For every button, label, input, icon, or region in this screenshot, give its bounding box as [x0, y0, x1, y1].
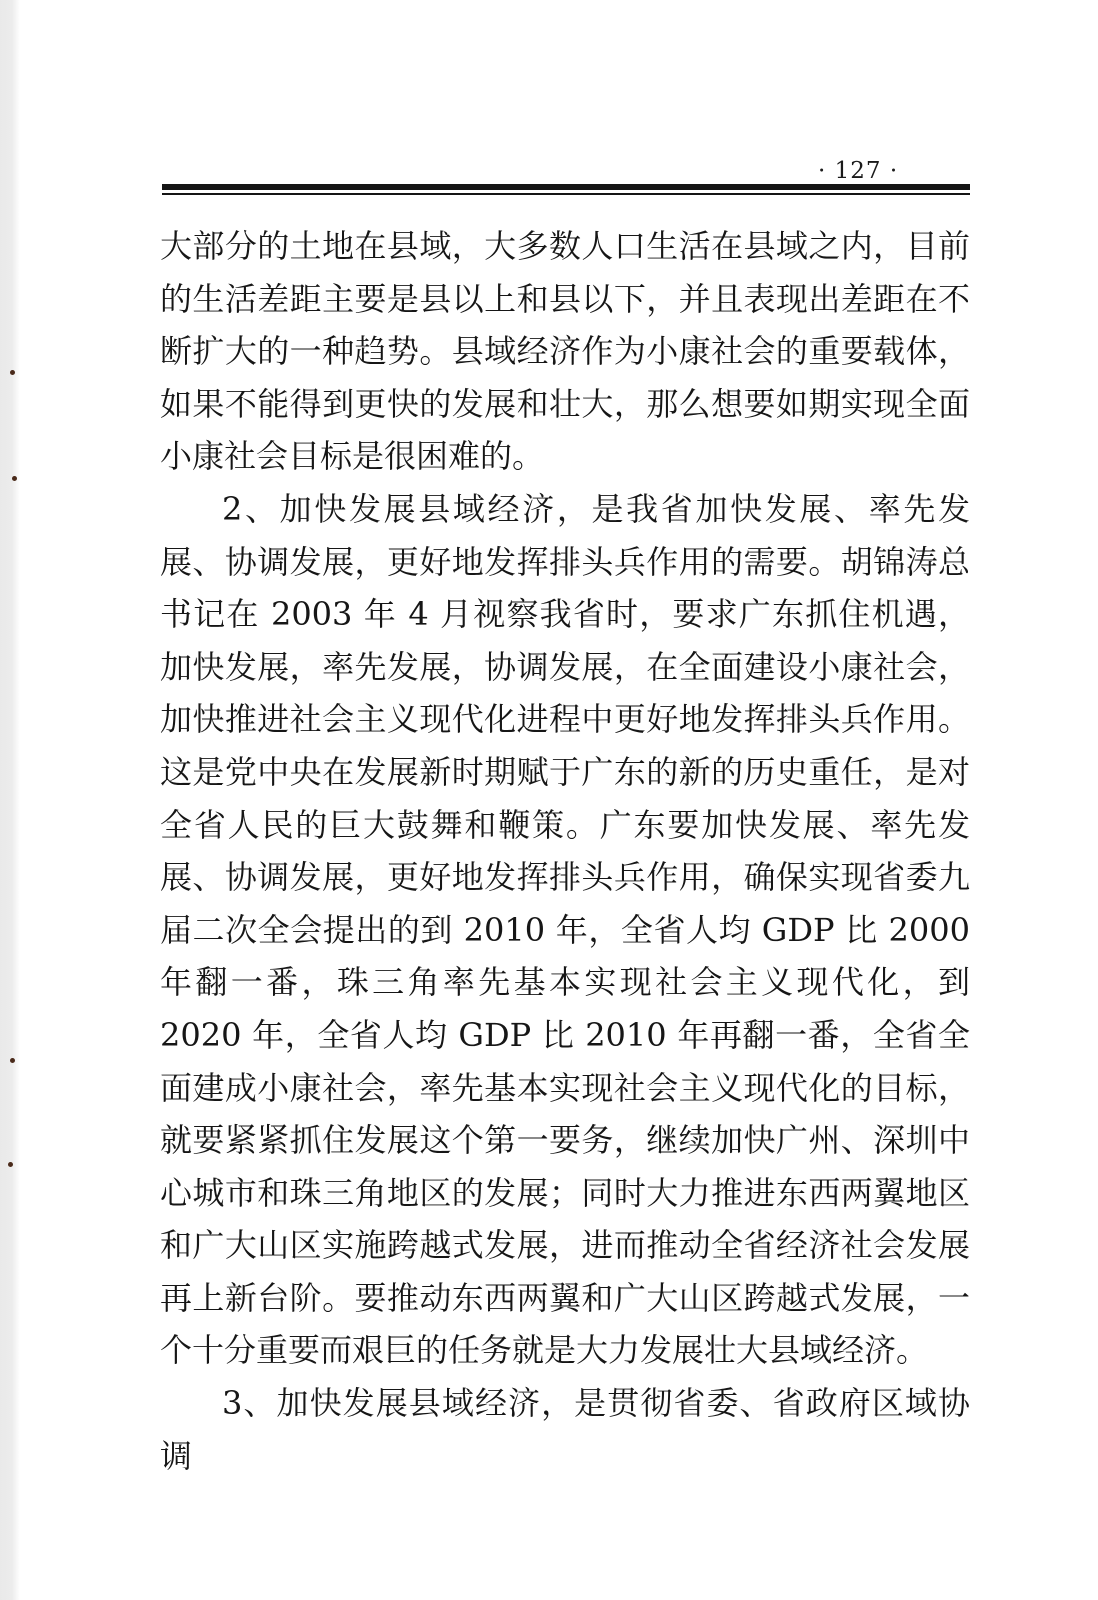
body-text — [160, 220, 970, 1482]
paragraph-point-2: 2、加快发展县域经济，是我省加快发展、率先发展、协调发展，更好地发挥排头兵作用的需要。胡锦涛总书记在 2003 年 4 月视察我省时，要求广东抓住机遇，加快发展，率先发展，协调发展，在全面建设小康社会，加快推进社会主义现代化进程中更好地发挥排头兵作用。这是党中央在发展新时期赋于广东的新的历史重任，是对全省人民的巨大鼓舞和鞭策。广东要加快发展、率先发展、协调发展，更好地发挥排头兵作用，确保实现省委九届二次全会提出的到 2010 年，全省人均 GDP 比 2000 年翻一番，珠三角率先基本实现社会主义现代化，到 2020 年，全省人均 GDP 比 2010 年再翻一番，全省全面建成小康社会，率先基本实现社会主义现代化的目标，就要紧紧抓住发展这个第一要务，继续加快广州、深圳中心城市和珠三角地区的发展；同时大力推进东西两翼地区和广大山区实施跨越式发展，进而推动全省经济社会发展再上新台阶。要推动东西两翼和广大山区跨越式发展，一个十分重要而艰巨的任务就是大力发展壮大县域经济。 — [160, 489, 970, 1370]
paragraph-point-3: 3、加快发展县域经济，是贯彻省委、省政府区域协调 — [160, 1384, 970, 1475]
scan-speck — [10, 370, 15, 375]
scan-speck — [8, 1162, 13, 1167]
header-rule-thin — [162, 193, 970, 195]
scan-speck — [12, 476, 17, 481]
page-number: · 127 · — [818, 158, 899, 184]
header-rule-thick — [162, 184, 970, 190]
paragraph-continuation: 大部分的土地在县域，大多数人口生活在县域之内，目前的生活差距主要是县以上和县以下，并且表现出差距在不断扩大的一种趋势。县域经济作为小康社会的重要载体，如果不能得到更快的发展和壮大，那么想要如期实现全面小康社会目标是很困难的。 — [160, 227, 970, 476]
scan-speck — [10, 1058, 15, 1063]
